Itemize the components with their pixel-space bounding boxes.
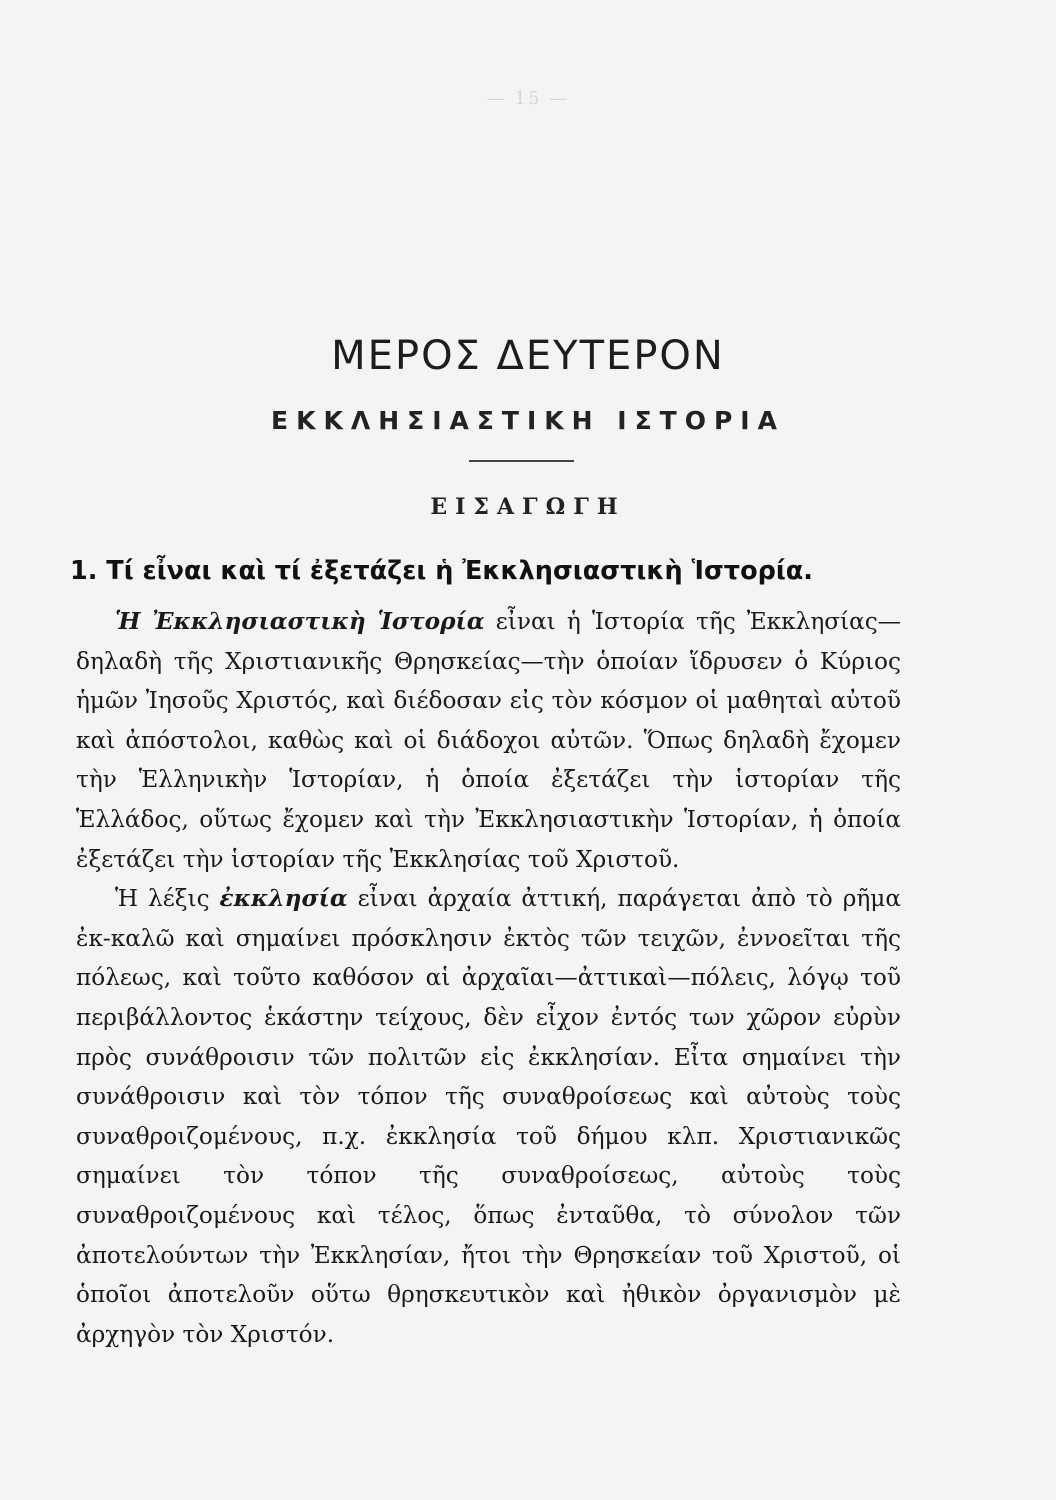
emphasized-term: Ἡ Ἐκκλησιαστικὴ Ἱστορία <box>115 608 485 635</box>
paragraph-text: εἶναι ἡ Ἱστορία τῆς Ἐκκλησίας—δηλαδὴ τῆς Χριστιανικῆς Θρησκείας—τὴν ὁποίαν ἵδρυσεν ὁ Κύριος ἡμῶν Ἰησοῦς Χριστός, καὶ διέδοσαν εἰς τὸν κόσμον οἱ μαθηταὶ αὐτοῦ καὶ ἀπόστολοι, καθὼς καὶ οἱ διάδοχοι αὐτῶν. Ὅπως δηλαδὴ ἔχομεν τὴν Ἑλληνικὴν Ἱστορίαν, ἡ ὁποία ἐξετάζει τὴν ἱστορίαν τῆς Ἑλλάδος, οὕτως ἔχομεν καὶ τὴν Ἐκκλησιαστικὴν Ἱστορίαν, ἡ ὁποία ἐξετάζει τὴν ἱστορίαν τῆς Ἐκκλησίας τοῦ Χριστοῦ. <box>76 608 901 873</box>
emphasized-term: ἐκκλησία <box>219 885 348 913</box>
paragraph-definition <box>76 602 901 879</box>
part-title: ΜΕΡΟΣ ΔΕΥΤΕΡΟΝ <box>331 333 725 379</box>
title-divider <box>469 460 574 462</box>
subject-title: ΕΚΚΛΗΣΙΑΣΤΙΚΗ ΙΣΤΟΡΙΑ <box>271 406 785 435</box>
paragraph-etymology <box>76 879 901 1354</box>
paragraph-text: εἶναι ἀρχαία ἀττική, παράγεται ἀπὸ τὸ ρῆμα ἐκ-καλῶ καὶ σημαίνει πρόσκλησιν ἐκτὸς τῶν τειχῶν, ἐννοεῖται τῆς πόλεως, καὶ τοῦτο καθόσον αἱ ἀρχαῖαι—ἀττικαὶ—πόλεις, λόγῳ τοῦ περιβάλλοντος ἑκάστην τείχους, δὲν εἶχον ἐντός των χῶρον εὐρὺν πρὸς συνάθροισιν τῶν πολιτῶν εἰς ἐκκλησίαν. Εἶτα σημαίνει τὴν συνάθροισιν καὶ τὸν τόπον τῆς συναθροίσεως καὶ αὐτοὺς τοὺς συναθροιζομένους, π.χ. ἐκκλησία τοῦ δήμου κλπ. Χριστιανικῶς σημαίνει τὸν τόπον τῆς συναθροίσεως, αὐτοὺς τοὺς συναθροιζομένους καὶ τέλος, ὅπως ἐνταῦθα, τὸ σύνολον τῶν ἀποτελούντων τὴν Ἐκκλησίαν, ἤτοι τὴν Θρησκείαν τοῦ Χριστοῦ, οἱ ὁποῖοι ἀποτελοῦν οὕτω θρησκευτικὸν καὶ ἠθικὸν ὀργανισμὸν μὲ ἀρχηγὸν τὸν Χριστόν. <box>76 885 901 1348</box>
introduction-heading: ΕΙΣΑΓΩΓΗ <box>430 494 626 520</box>
paragraph-lead: Ἡ λέξις <box>115 885 220 913</box>
section-heading: 1. Τί εἶναι καὶ τί ἐξετάζει ἡ Ἐκκλησιαστικὴ Ἱστορία. <box>70 556 813 586</box>
body-text <box>76 602 901 1354</box>
page-number: — 15 — <box>486 88 570 109</box>
